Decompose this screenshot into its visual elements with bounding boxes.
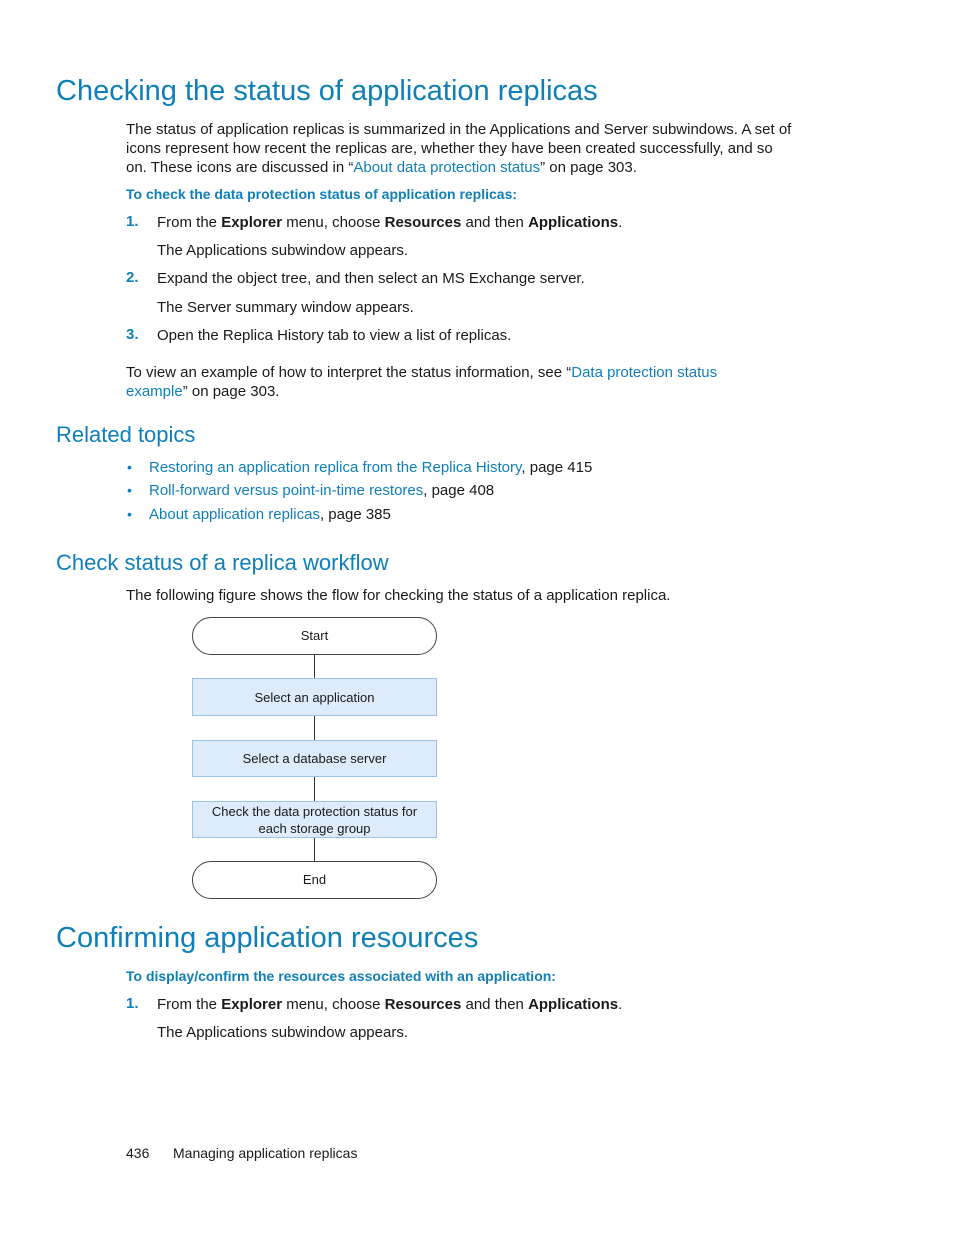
step-text-part: and then — [461, 996, 529, 1013]
step-number: 1. — [126, 213, 139, 230]
applications-menu-label: Applications — [528, 214, 619, 231]
flow-connector — [314, 777, 315, 801]
about-data-protection-status-link[interactable]: About data protection status — [353, 159, 541, 176]
intro-paragraph — [126, 120, 796, 177]
resources-menu-label: Resources — [384, 996, 462, 1013]
related-page: , page 408 — [423, 482, 495, 499]
related-link[interactable]: Roll-forward versus point-in-time restores — [149, 482, 424, 499]
related-link[interactable]: Restoring an application replica from the Replica History — [149, 459, 522, 476]
related-item — [149, 481, 494, 500]
step-text — [157, 213, 622, 232]
step-text-part: and then — [461, 214, 529, 231]
explorer-menu-label: Explorer — [221, 214, 283, 231]
procedure-title: To check the data protection status of application replicas: — [126, 186, 518, 202]
step-number: 3. — [126, 326, 139, 343]
data-protection-status-example-link[interactable]: Data protection status example — [126, 364, 718, 400]
flow-connector — [314, 655, 315, 678]
chapter-title: Managing application replicas — [173, 1145, 358, 1161]
bullet: • — [127, 459, 132, 475]
procedure-title: To display/confirm the resources associated with an application: — [126, 968, 556, 984]
step-text-part: . — [618, 214, 623, 231]
related-item — [149, 458, 592, 477]
page-number: 436 — [126, 1145, 150, 1161]
step-text: Open the Replica History tab to view a list of replicas. — [157, 327, 512, 344]
related-topics-heading: Related topics — [56, 422, 196, 447]
step-number: 1. — [126, 995, 139, 1012]
related-page: , page 415 — [521, 459, 593, 476]
flow-connector — [314, 838, 315, 862]
step-text: Expand the object tree, and then select an MS Exchange server. — [157, 270, 585, 287]
step-result: The Applications subwindow appears. — [157, 1024, 408, 1041]
example-text: To view an example of how to interpret the status information, see “ — [126, 364, 572, 381]
step-text-part: From the — [157, 214, 222, 231]
step-number: 2. — [126, 269, 139, 286]
resources-menu-label: Resources — [384, 214, 462, 231]
applications-menu-label: Applications — [528, 996, 619, 1013]
flow-step: Select an application — [192, 678, 437, 716]
intro-text-end: ” on page 303. — [540, 159, 637, 176]
step-text-part: menu, choose — [282, 214, 385, 231]
step-result: The Applications subwindow appears. — [157, 242, 408, 259]
section-title: Checking the status of application replicas — [56, 75, 598, 107]
flow-start: Start — [192, 617, 437, 655]
flow-step: Select a database server — [192, 740, 437, 777]
step-text-part: menu, choose — [282, 996, 385, 1013]
explorer-menu-label: Explorer — [221, 996, 283, 1013]
bullet: • — [127, 482, 132, 498]
step-text-part: From the — [157, 996, 222, 1013]
intro-text: The status of application replicas is summarized in the Applications and Server subwindows. A set of icons represent how recent the replicas are, whether they have been created successfully, and so on. These icons are discussed in “ — [126, 121, 792, 176]
bullet: • — [127, 506, 132, 522]
flow-end: End — [192, 861, 437, 899]
step-text-part: . — [618, 996, 623, 1013]
related-page: , page 385 — [319, 506, 391, 523]
section-title: Confirming application resources — [56, 922, 479, 954]
related-item — [149, 505, 391, 524]
workflow-intro: The following figure shows the flow for checking the status of a application replica. — [126, 587, 671, 604]
example-text-end: ” on page 303. — [182, 383, 280, 400]
example-paragraph — [126, 363, 736, 401]
related-link[interactable]: About application replicas — [149, 506, 320, 523]
step-text — [157, 995, 622, 1014]
workflow-heading: Check status of a replica workflow — [56, 550, 389, 575]
step-result: The Server summary window appears. — [157, 299, 414, 316]
flow-step: Check the data protection status for each storage group — [192, 801, 437, 838]
flow-connector — [314, 716, 315, 740]
